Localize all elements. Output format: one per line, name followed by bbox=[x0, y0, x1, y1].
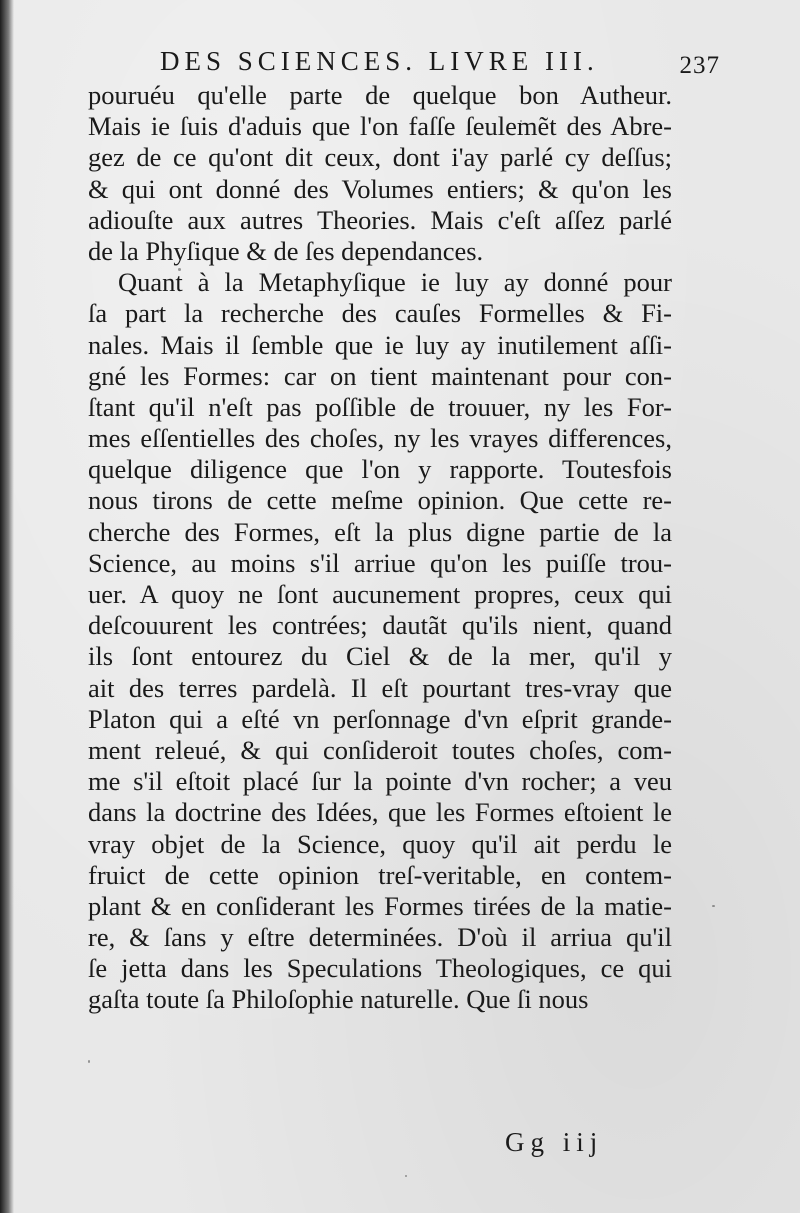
text-line: me s'il eſtoit placé ſur la pointe d'vn rocher; a veu bbox=[88, 766, 672, 797]
text-line: dans la doctrine des Idées, que les Formes eſtoient le bbox=[88, 797, 672, 828]
text-line: fruict de cette opinion treſ-veritable, en contem- bbox=[88, 859, 672, 890]
text-line: gné les Formes: car on tient maintenant pour con- bbox=[88, 360, 672, 391]
text-line: & qui ont donné des Volumes entiers; & qu'on les bbox=[88, 173, 672, 204]
text-line: Quant à la Metaphyſique ie luy ay donné pour bbox=[118, 267, 672, 298]
signature-mark: Gg iij bbox=[505, 1127, 604, 1157]
text-line: ſa part la recherche des cauſes Formelles & Fi- bbox=[88, 298, 672, 329]
paper-speck bbox=[405, 1175, 407, 1177]
text-line: gaſta toute ſa Philoſophie naturelle. Que ſi nous bbox=[88, 984, 589, 1015]
paper-speck bbox=[520, 120, 522, 122]
page-number: 237 bbox=[679, 52, 720, 79]
text-line: nales. Mais il ſemble que ie luy ay inutilement aſſi- bbox=[88, 329, 672, 360]
text-line: deſcouurent les contrées; dautãt qu'ils nient, quand bbox=[88, 610, 672, 641]
text-line: Platon qui a eſté vn perſonnage d'vn eſprit grande- bbox=[88, 703, 672, 734]
text-line: adiouſte aux autres Theories. Mais c'eſt aſſez parlé bbox=[88, 204, 672, 235]
text-line: pouruéu qu'elle parte de quelque bon Autheur. bbox=[88, 80, 672, 110]
running-head-title: DES SCIENCES. LIVRE III. bbox=[160, 46, 599, 76]
text-line: ait des terres pardelà. Il eſt pourtant tres-vray que bbox=[88, 672, 672, 703]
text-line: ment releué, & qui conſideroit toutes choſes, com- bbox=[88, 734, 672, 765]
text-line: re, & ſans y eſtre determinées. D'où il arriua qu'il bbox=[88, 922, 672, 953]
text-line: uer. A quoy ne ſont aucunement propres, ceux qui bbox=[88, 579, 672, 609]
text-line: quelque diligence que l'on y rapporte. Toutesfois bbox=[88, 454, 672, 485]
text-line: de la Phyſique & de ſes dependances. bbox=[88, 235, 484, 266]
binding-shadow bbox=[0, 0, 14, 1213]
running-head bbox=[160, 46, 720, 82]
paper-speck bbox=[712, 905, 715, 907]
text-line: plant & en conſiderant les Formes tirées de la matie- bbox=[88, 890, 672, 921]
text-line: Mais ie ſuis d'aduis que l'on faſſe ſeulemẽt des Abre- bbox=[88, 111, 672, 142]
text-line: ſe jetta dans les Speculations Theologiques, ce qui bbox=[88, 953, 672, 984]
body-text bbox=[88, 80, 672, 1016]
text-line: ils ſont entourez du Ciel & de la mer, qu'il y bbox=[88, 641, 672, 672]
text-line: vray objet de la Science, quoy qu'il ait perdu le bbox=[88, 828, 672, 859]
text-line: mes eſſentielles des choſes, ny les vrayes differences, bbox=[88, 423, 672, 454]
text-line: Science, au moins s'il arriue qu'on les puiſſe trou- bbox=[88, 547, 672, 578]
text-line: gez de ce qu'ont dit ceux, dont i'ay parlé cy deſſus; bbox=[88, 142, 672, 173]
paper-speck bbox=[88, 1060, 90, 1063]
paper-speck bbox=[178, 268, 181, 271]
text-line: ſtant qu'il n'eſt pas poſſible de trouuer, ny les For- bbox=[88, 391, 672, 422]
text-line: nous tirons de cette meſme opinion. Que cette re- bbox=[88, 485, 672, 516]
text-line: cherche des Formes, eſt la plus digne partie de la bbox=[88, 516, 672, 547]
